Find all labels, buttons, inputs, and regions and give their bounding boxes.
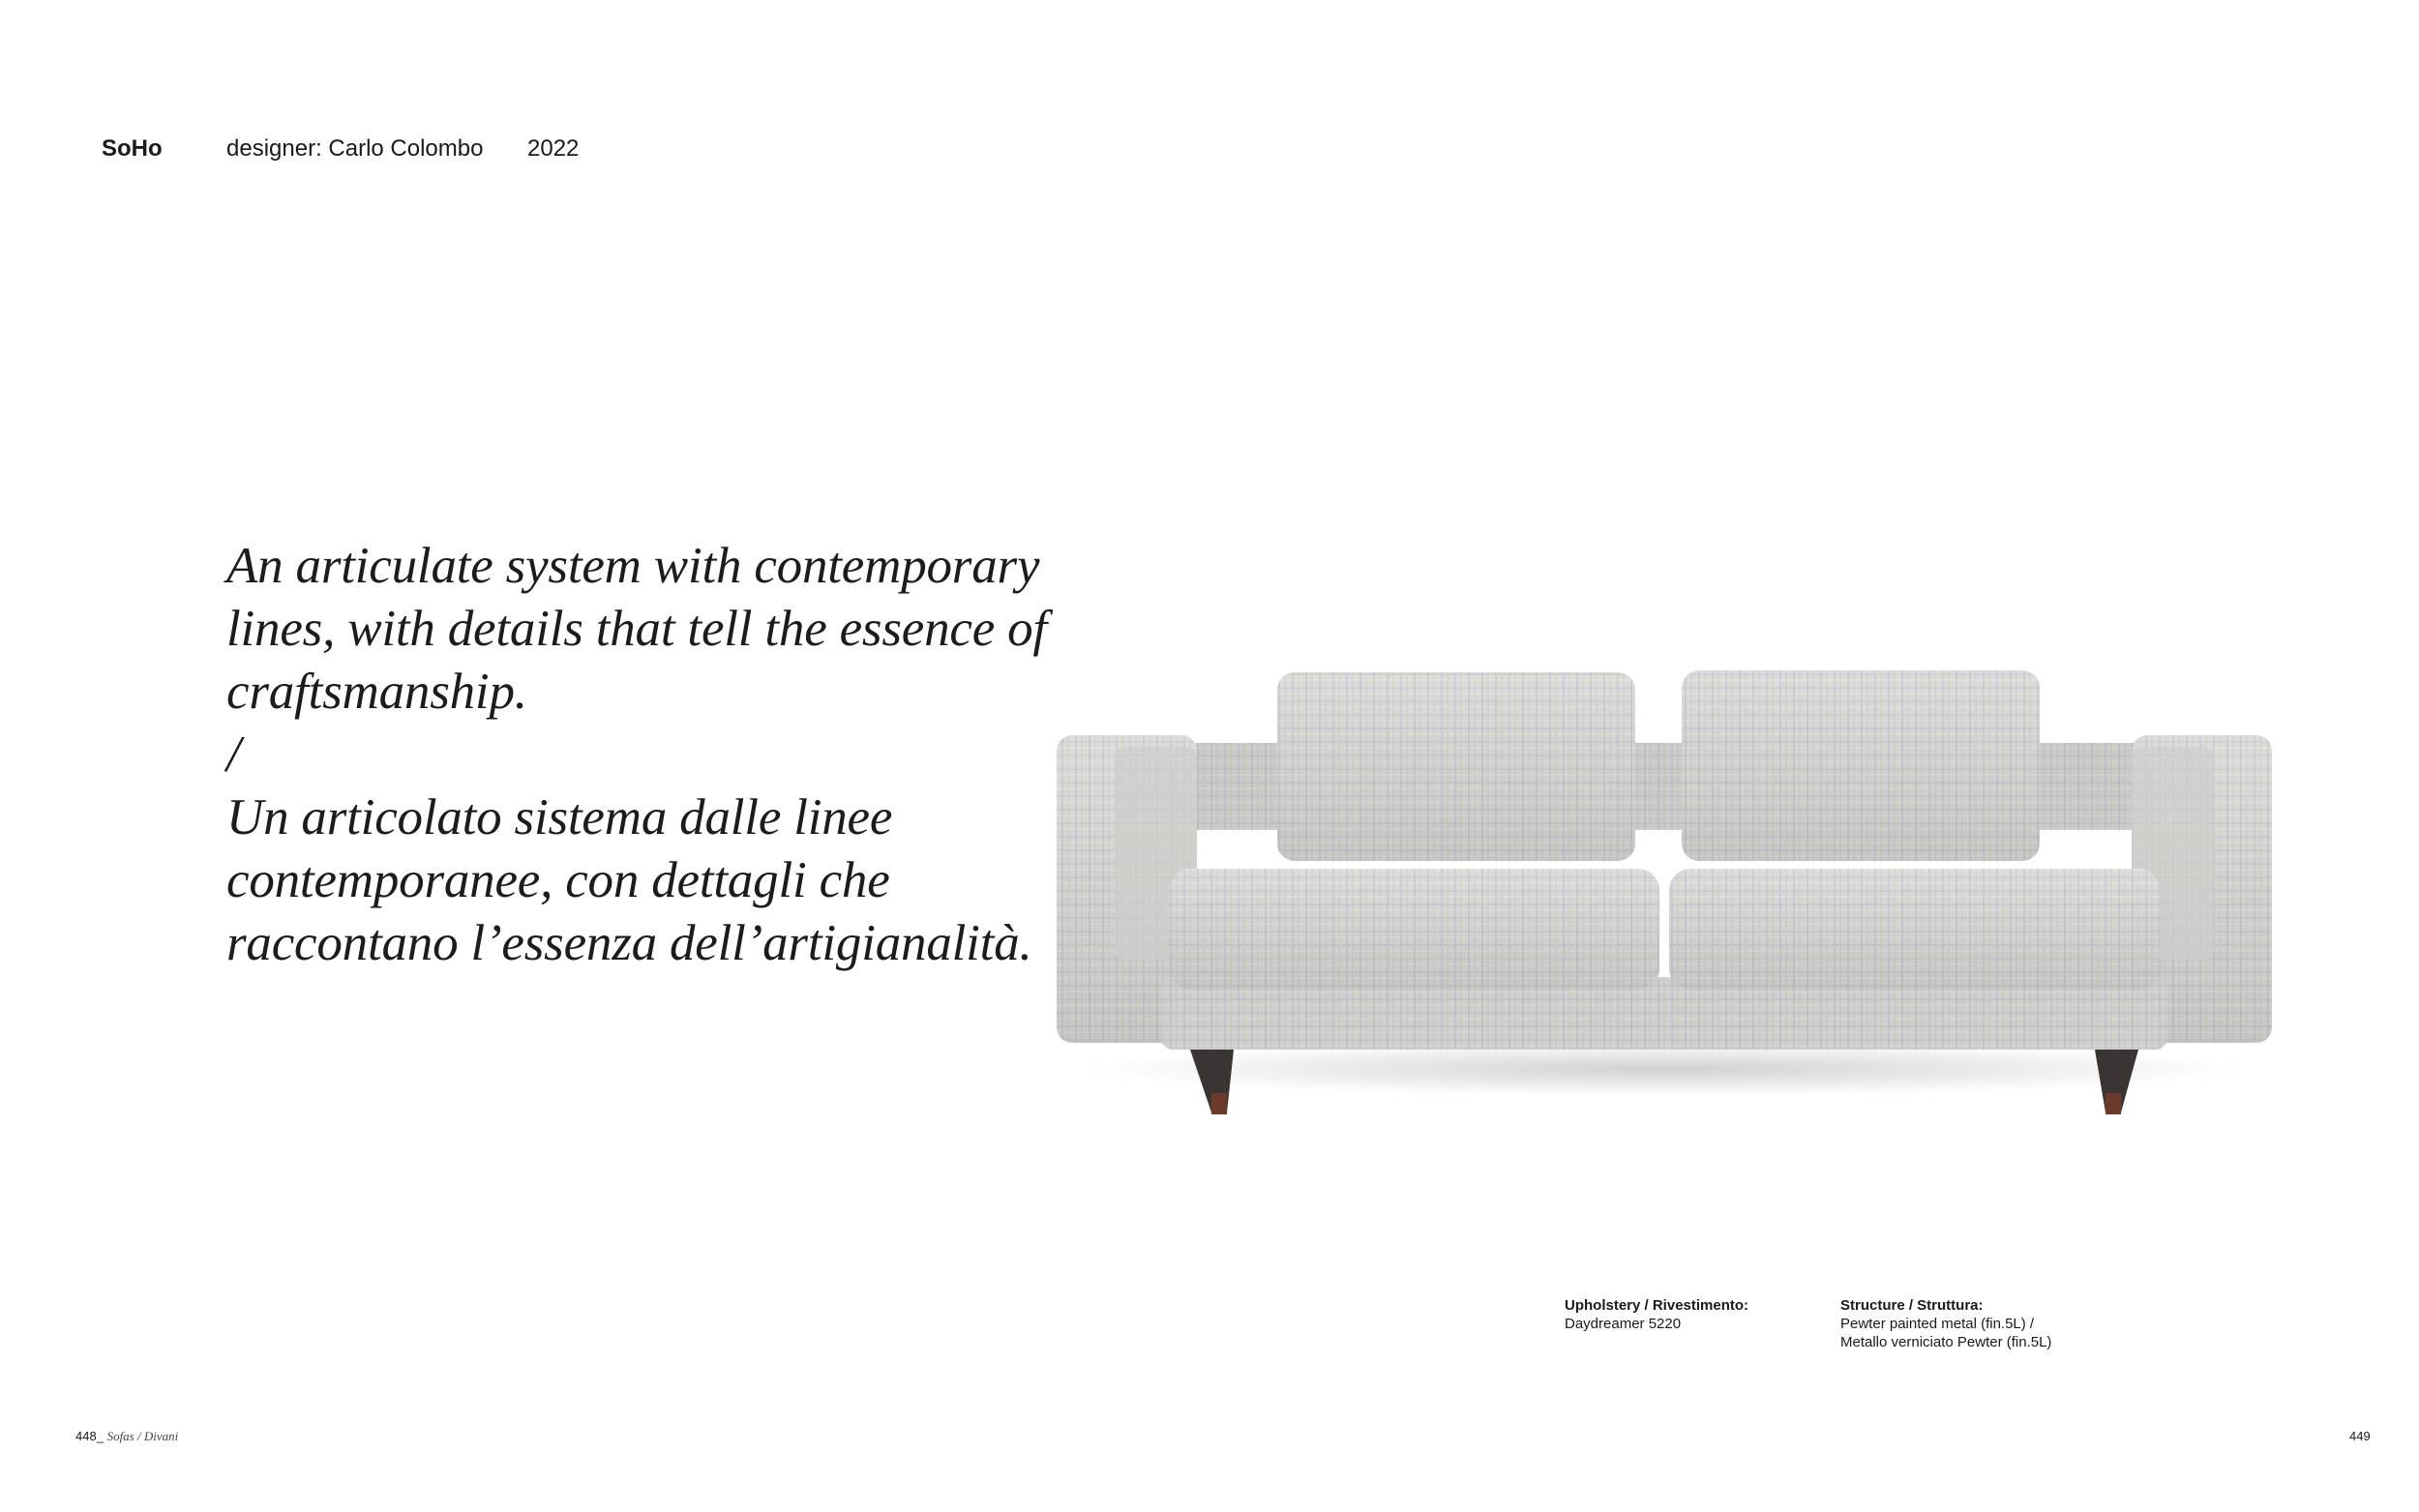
quote-line: An articulate system with contemporary — [226, 538, 1040, 594]
sofa-image — [1045, 658, 2284, 1132]
spec-structure — [1840, 1296, 2051, 1351]
quote-line: contemporanee, con dettagli che — [226, 852, 890, 908]
page-number-left: 448 — [75, 1429, 97, 1443]
design-year: 2022 — [527, 135, 580, 162]
spec-structure-value: Pewter painted metal (fin.5L) / — [1840, 1316, 2035, 1332]
product-description-quote — [226, 535, 1047, 975]
spec-upholstery-value: Daydreamer 5220 — [1565, 1316, 1682, 1332]
spec-upholstery — [1565, 1296, 1748, 1333]
footer-left — [75, 1429, 178, 1444]
page-number-right: 449 — [2349, 1429, 2371, 1443]
spec-upholstery-heading: Upholstery / Rivestimento: — [1565, 1297, 1749, 1314]
quote-line: Un articolato sistema dalle linee — [226, 789, 893, 845]
sofa-shadow — [1084, 1042, 2245, 1096]
quote-line: craftsmanship. — [226, 664, 527, 720]
quote-line: lines, with details that tell the essence of — [226, 601, 1047, 657]
quote-line: raccontano l’essenza dell’artigianalità. — [226, 915, 1032, 971]
footer-separator: _ — [96, 1429, 104, 1443]
product-name: SoHo — [102, 135, 163, 162]
quote-separator: / — [226, 726, 241, 783]
spec-structure-heading: Structure / Struttura: — [1840, 1297, 1984, 1314]
spec-structure-value: Metallo verniciato Pewter (fin.5L) — [1840, 1334, 2052, 1350]
section-name: Sofas / Divani — [106, 1429, 179, 1443]
designer-credit: designer: Carlo Colombo — [226, 135, 484, 162]
